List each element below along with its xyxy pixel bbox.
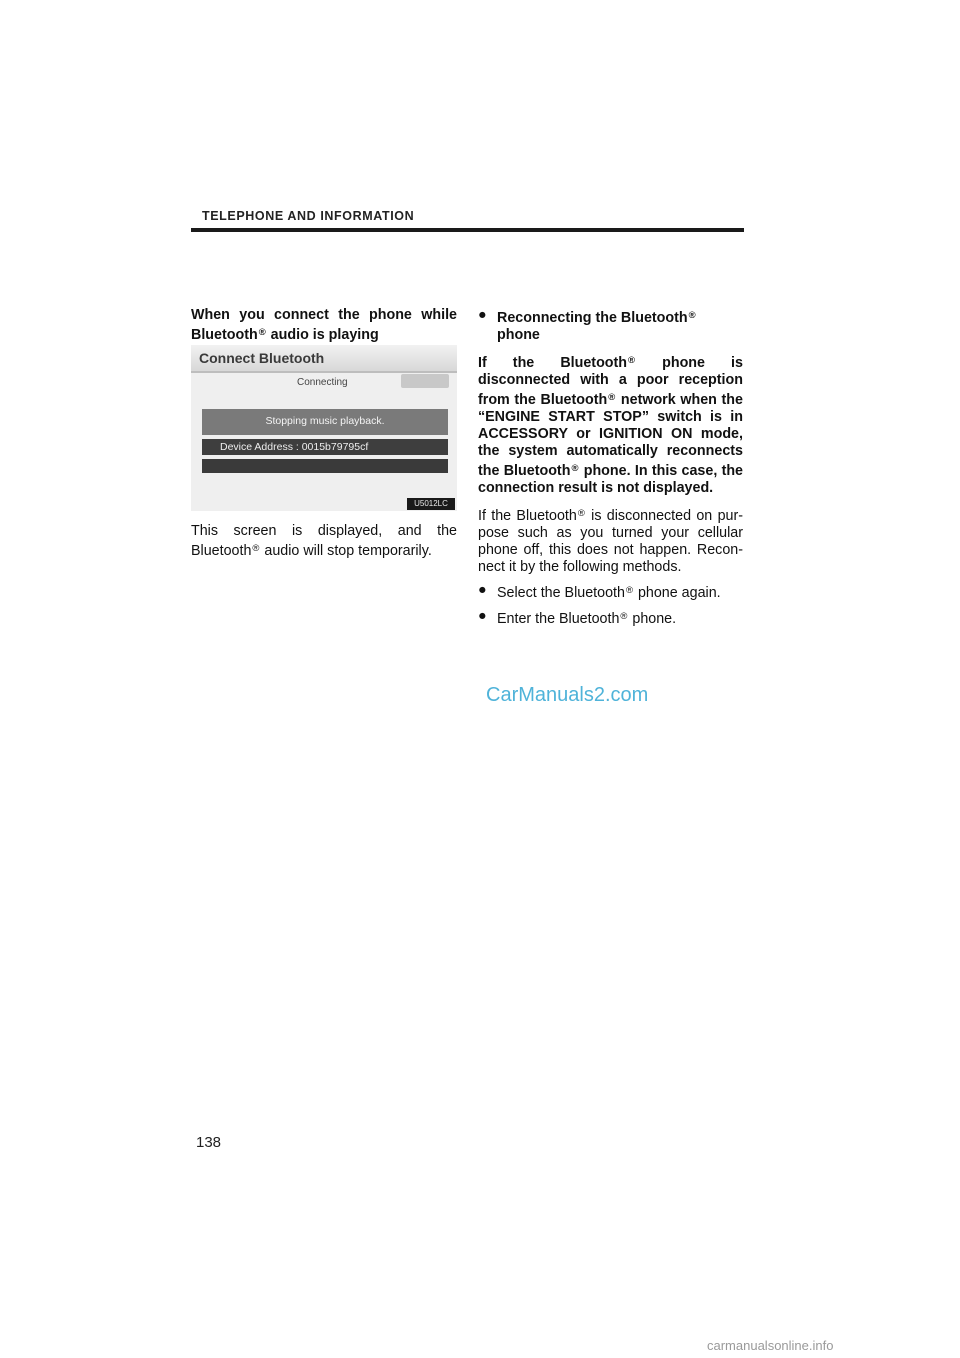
list-item-text bbox=[497, 608, 743, 628]
left-heading bbox=[191, 307, 457, 344]
right-column bbox=[478, 307, 743, 628]
section-header: TELEPHONE AND INFORMATION bbox=[202, 209, 415, 223]
figure-status: Connecting bbox=[297, 377, 348, 388]
left-caption-text-1: This screen is displayed, and the Bluetooth bbox=[191, 523, 457, 559]
figure-message: Stopping music playback. bbox=[265, 415, 385, 427]
figure-device-address: Device Address : 0015b79795cf bbox=[220, 441, 369, 453]
bullet-icon: ● bbox=[478, 582, 487, 598]
left-caption-text-2: audio will stop temporarily. bbox=[260, 543, 432, 559]
normal-paragraph bbox=[478, 505, 743, 576]
list-item-2-text-2: phone. bbox=[628, 611, 677, 627]
list-item-1-text-2: phone again. bbox=[633, 585, 721, 601]
figure-address-bar bbox=[202, 439, 448, 455]
registered-mark: ® bbox=[577, 508, 585, 519]
page-number: 138 bbox=[196, 1134, 222, 1151]
registered-mark: ® bbox=[620, 611, 628, 622]
left-caption bbox=[191, 523, 457, 560]
bullet-icon: ● bbox=[478, 608, 487, 624]
left-caption-block bbox=[191, 523, 457, 560]
bullet-icon: ● bbox=[478, 307, 487, 323]
list-item bbox=[478, 582, 743, 602]
registered-mark: ® bbox=[625, 585, 633, 596]
subheading-text bbox=[497, 307, 743, 344]
subheading-text-1: Reconnecting the Bluetooth bbox=[497, 310, 688, 326]
normal-paragraph-text-1: If the Bluetooth bbox=[478, 508, 577, 524]
left-heading-text-1: When you connect the phone while Bluetooth bbox=[191, 307, 457, 343]
connect-bluetooth-screenshot bbox=[191, 345, 457, 511]
bold-paragraph-text-1: If the Bluetooth bbox=[478, 355, 628, 371]
list-item-text bbox=[497, 582, 743, 602]
normal-paragraph-text-2: is disconnected on pur-pose such as you turned your cellular phone off, this does not happen. Recon-nect it by the following methods. bbox=[478, 508, 743, 575]
figure-image-code: U5012LC bbox=[407, 498, 455, 510]
figure-title-bar bbox=[191, 345, 457, 371]
bold-paragraph-text-3: network when the “ENGINE START STOP” switch is in ACCESSORY or IGNITION ON mode, the system automatically reconnects the Bluetooth bbox=[478, 392, 743, 479]
registered-mark: ® bbox=[608, 392, 616, 403]
registered-mark: ® bbox=[628, 355, 636, 366]
left-heading-text-2: audio is playing bbox=[266, 327, 379, 343]
registered-mark: ® bbox=[688, 310, 696, 321]
list-item-2-text-1: Enter the Bluetooth bbox=[497, 611, 620, 627]
registered-mark: ® bbox=[252, 543, 260, 554]
figure-bottom-bar bbox=[202, 459, 448, 473]
subheading-text-2: phone bbox=[497, 327, 540, 343]
left-column bbox=[191, 307, 457, 344]
figure-message-box bbox=[202, 409, 448, 435]
bold-paragraph bbox=[478, 352, 743, 497]
list-item-1-text-1: Select the Bluetooth bbox=[497, 585, 625, 601]
bold-paragraph-text-2: phone is disconnected with a poor reception from the Bluetooth bbox=[478, 355, 743, 408]
bold-paragraph-text-4: phone. In this case, the connection result is not displayed. bbox=[478, 463, 744, 496]
registered-mark: ® bbox=[571, 463, 579, 474]
figure-divider bbox=[191, 371, 457, 373]
subheading bbox=[478, 307, 743, 344]
figure-button bbox=[401, 374, 449, 388]
footer-watermark: carmanualsonline.info bbox=[707, 1338, 834, 1353]
registered-mark: ® bbox=[258, 327, 266, 338]
figure-title: Connect Bluetooth bbox=[199, 350, 325, 366]
watermark-link[interactable]: CarManuals2.com bbox=[486, 684, 649, 706]
list-item bbox=[478, 608, 743, 628]
header-rule bbox=[191, 228, 744, 232]
